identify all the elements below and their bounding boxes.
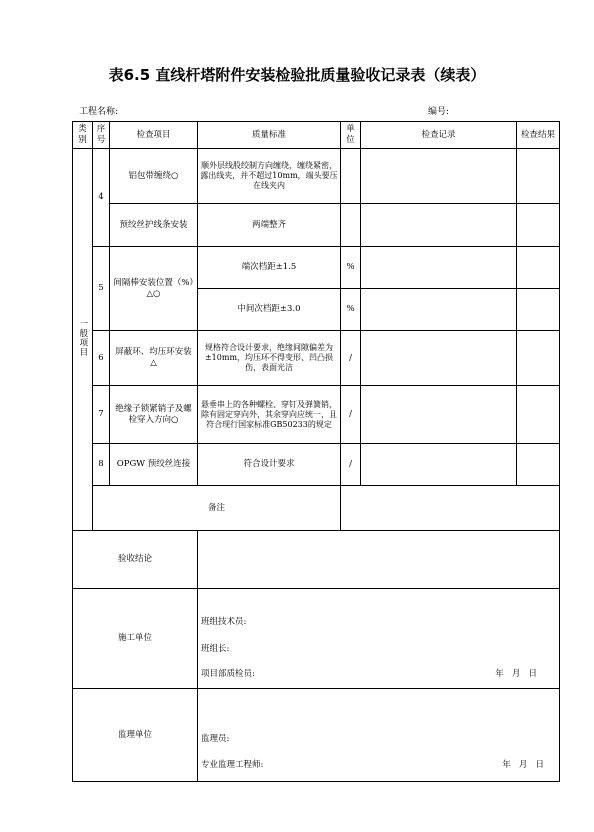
item-cell: 绝缘子锁紧销子及螺栓穿入方向○ xyxy=(110,386,198,444)
standard-cell: 规格符合设计要求，绝缘间隙偏差为±10mm，均压环不得变形、凹凸损伤，表面光洁 xyxy=(198,331,341,386)
construction-label: 施工单位 xyxy=(73,589,198,689)
header-category: 类别 xyxy=(73,122,93,149)
leader-label: 班组长: xyxy=(201,644,230,654)
record-cell[interactable] xyxy=(361,149,517,204)
table-row xyxy=(73,247,560,289)
conclusion-row xyxy=(73,531,560,589)
header-unit: 单位 xyxy=(341,122,361,149)
result-cell[interactable] xyxy=(517,386,560,444)
category-cell xyxy=(73,149,93,531)
standard-cell: 顺外层线股绞制方向缠绕，缠绕紧密，露出线夹，并不超过10mm，端头要压在线夹内 xyxy=(198,149,341,204)
header-result: 检查结果 xyxy=(517,122,560,149)
remarks-label: 备注 xyxy=(93,486,341,531)
item-cell: 铝包带缠绕○ xyxy=(110,149,198,204)
engineer-label: 专业监理工程师: xyxy=(201,760,264,770)
table-row xyxy=(73,204,560,247)
seq-cell: 7 xyxy=(93,386,110,444)
result-cell[interactable] xyxy=(517,289,560,331)
unit-cell: / xyxy=(341,331,361,386)
construction-sign-area[interactable] xyxy=(198,589,560,689)
standard-cell: 中间次档距±3.0 xyxy=(198,289,341,331)
standard-cell: 符合设计要求 xyxy=(198,444,341,486)
conclusion-field[interactable] xyxy=(198,531,560,589)
header-standard: 质量标准 xyxy=(198,122,341,149)
item-cell: 屏蔽环、均压环安装△ xyxy=(110,331,198,386)
item-cell: 间隔棒安装位置（%）△○ xyxy=(110,247,198,331)
record-cell[interactable] xyxy=(361,204,517,247)
header-row xyxy=(73,122,560,149)
seq-cell: 6 xyxy=(93,331,110,386)
result-cell[interactable] xyxy=(517,149,560,204)
header-record: 检查记录 xyxy=(361,122,517,149)
table-row xyxy=(73,149,560,204)
result-cell[interactable] xyxy=(517,444,560,486)
seq-cell: 8 xyxy=(93,444,110,486)
result-cell[interactable] xyxy=(517,204,560,247)
inspector-label: 项目部质检员: xyxy=(201,669,255,679)
seq-cell: 5 xyxy=(93,247,110,331)
number-label: 编号: xyxy=(428,107,450,117)
unit-cell xyxy=(341,204,361,247)
page-title: 表6.5 直线杆塔附件安装检验批质量验收记录表（续表） xyxy=(108,66,486,84)
record-cell[interactable] xyxy=(361,386,517,444)
item-cell: 预绞丝护线条安装 xyxy=(110,204,198,247)
construction-row xyxy=(73,589,560,689)
header-seq: 序号 xyxy=(93,122,110,149)
result-cell[interactable] xyxy=(517,247,560,289)
seq-cell: 4 xyxy=(93,149,110,247)
table-row xyxy=(73,331,560,386)
unit-cell xyxy=(341,149,361,204)
standard-cell: 悬垂串上的各种螺栓、穿钉及弹簧销，除有固定穿向外，其余穿向应统一，且符合现行国家标准GB50233的规定 xyxy=(198,386,341,444)
unit-cell: / xyxy=(341,444,361,486)
table-row xyxy=(73,386,560,444)
result-cell[interactable] xyxy=(517,331,560,386)
header-item: 检查项目 xyxy=(110,122,198,149)
record-cell[interactable] xyxy=(361,444,517,486)
remarks-field[interactable] xyxy=(341,486,560,531)
unit-cell: / xyxy=(341,386,361,444)
project-name-label: 工程名称: xyxy=(79,107,119,117)
record-cell[interactable] xyxy=(361,247,517,289)
supervisor-label: 监理员: xyxy=(201,734,230,744)
category-general: 一般项目 xyxy=(77,318,88,357)
record-cell[interactable] xyxy=(361,331,517,386)
remarks-row xyxy=(73,486,560,531)
supervision-sign-area[interactable] xyxy=(198,689,560,782)
record-cell[interactable] xyxy=(361,289,517,331)
supervision-label: 监理单位 xyxy=(73,689,198,782)
standard-cell: 两端整齐 xyxy=(198,204,341,247)
item-cell: OPGW 预绞丝连接 xyxy=(110,444,198,486)
unit-cell: % xyxy=(341,289,361,331)
tech-label: 班组技术员: xyxy=(201,617,247,627)
conclusion-label: 验收结论 xyxy=(73,531,198,589)
construction-date: 年 月 日 xyxy=(495,669,537,679)
unit-cell: % xyxy=(341,247,361,289)
standard-cell: 端次档距±1.5 xyxy=(198,247,341,289)
inspection-table xyxy=(72,121,560,782)
supervision-row xyxy=(73,689,560,782)
supervision-date: 年 月 日 xyxy=(502,760,544,770)
table-row xyxy=(73,444,560,486)
